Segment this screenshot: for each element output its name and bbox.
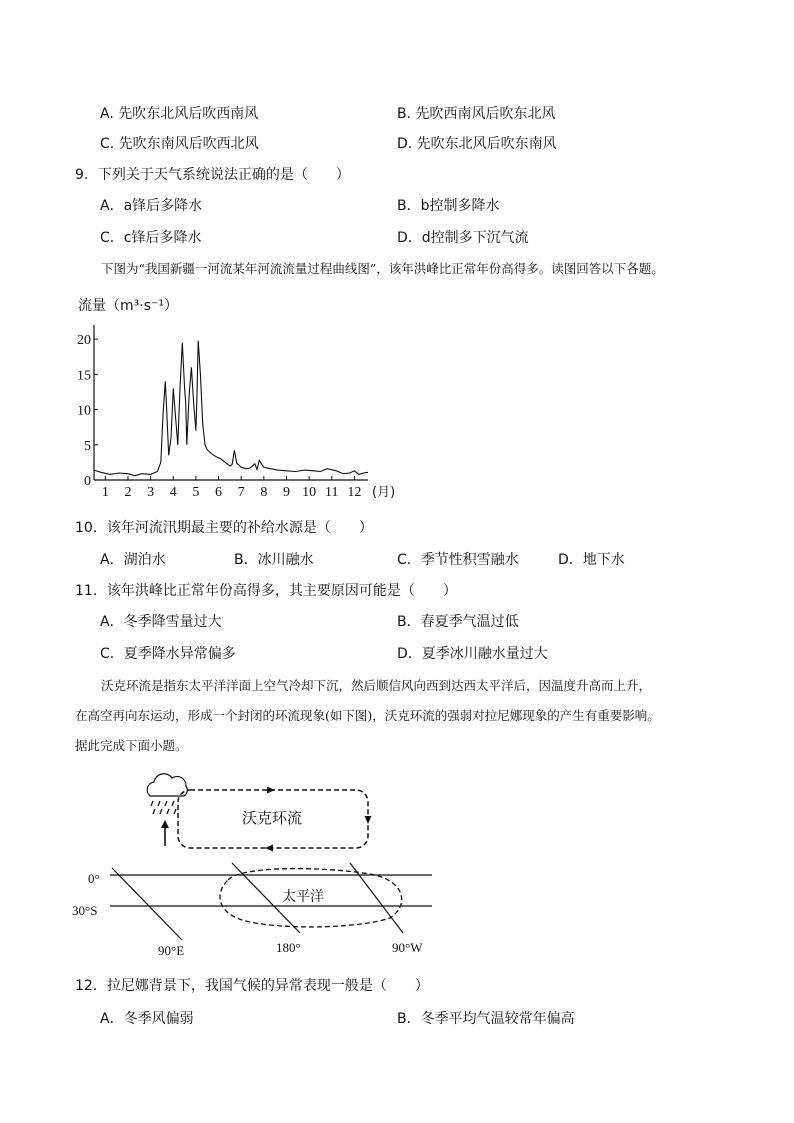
q11-option-b: B．春夏季气温过低 <box>397 614 519 630</box>
q10-option-a: A．湖泊水 <box>100 552 166 568</box>
rising-air-arrow <box>161 820 169 846</box>
lon-90w-line <box>350 863 403 933</box>
q12-stem: 12．拉尼娜背景下，我国气候的异常表现一般是（ ） <box>75 978 429 994</box>
q9-option-a: A．a锋后多降水 <box>100 198 203 214</box>
label-30s: 30°S <box>72 903 98 918</box>
x-tick-label: 5 <box>192 485 200 500</box>
q11-option-a: A．冬季降雪量过大 <box>100 614 222 630</box>
y-tick-label: 20 <box>77 333 91 349</box>
y-tick-label: 15 <box>77 368 91 384</box>
q11-option-d: D．夏季冰川融水量过大 <box>397 646 548 662</box>
x-tick-label: 11 <box>325 485 339 500</box>
q11-option-c: C．夏季降水异常偏多 <box>100 646 236 662</box>
label-180: 180° <box>276 940 301 955</box>
discharge-chart <box>70 290 490 505</box>
q10-stem: 10．该年河流汛期最主要的补给水源是（ ） <box>75 520 373 536</box>
label-90w: 90°W <box>392 940 423 955</box>
x-tick-label: 4 <box>169 485 177 500</box>
x-tick-label: 2 <box>124 485 132 500</box>
x-tick-label: 12 <box>347 485 362 500</box>
q9-option-b: B．b控制多降水 <box>397 198 500 214</box>
pacific-label: 太平洋 <box>282 889 324 905</box>
intro-walker-line3: 据此完成下面小题。 <box>75 738 188 753</box>
x-tick-label: 1 <box>101 485 109 500</box>
intro-discharge: 下图为“我国新疆一河流某年河流流量过程曲线图”，该年洪峰比正常年份高得多。读图回答以下各题。 <box>101 261 664 276</box>
q8-option-d: D. 先吹东北风后吹东南风 <box>397 136 557 152</box>
q9-option-c: C．c锋后多降水 <box>100 230 202 246</box>
q8-option-c: C. 先吹东南风后吹西北风 <box>100 136 259 152</box>
walker-label: 沃克环流 <box>242 809 303 827</box>
q8-option-b: B. 先吹西南风后吹东北风 <box>397 106 556 122</box>
q9-option-d: D．d控制多下沉气流 <box>397 230 529 246</box>
q8-option-a: A. 先吹东北风后吹西南风 <box>100 106 259 122</box>
q9-stem: 9．下列关于天气系统说法正确的是（ ） <box>75 167 350 183</box>
y-ticks <box>77 333 98 489</box>
q10-option-c: C．季节性积雪融水 <box>397 552 519 568</box>
q10-option-d: D．地下水 <box>558 552 625 568</box>
q12-option-a: A．冬季风偏弱 <box>100 1011 194 1027</box>
x-tick-label: 7 <box>237 485 245 500</box>
q12-option-b: B．冬季平均气温较常年偏高 <box>397 1011 575 1027</box>
label-equator: 0° <box>88 871 100 886</box>
q11-stem: 11．该年洪峰比正常年份高得多，其主要原因可能是（ ） <box>75 583 457 599</box>
intro-walker-line1: 沃克环流是指东太平洋洋面上空气冷却下沉，然后顺信风向西到达西太平洋后，因温度升高而上升， <box>101 678 652 693</box>
y-tick-label: 0 <box>84 474 91 489</box>
chart-ylabel: 流量（m³·s⁻¹） <box>78 298 178 314</box>
q10-option-b: B．冰川融水 <box>234 552 314 568</box>
label-90e: 90°E <box>158 943 185 958</box>
x-tick-label: 3 <box>147 485 155 500</box>
x-tick-label: 6 <box>215 485 223 500</box>
discharge-line <box>94 341 368 476</box>
x-tick-label: 9 <box>282 485 290 500</box>
x-tick-label: 8 <box>260 485 268 500</box>
walker-circulation-diagram <box>70 770 450 960</box>
x-tick-label: 10 <box>302 485 317 500</box>
lon-90e-line <box>112 868 182 940</box>
intro-walker-line2: 在高空再向东运动，形成一个封闭的环流现象(如下图)，沃克环流的强弱对拉尼娜现象的产生有重要影响。 <box>75 708 660 723</box>
y-tick-label: 10 <box>77 403 91 419</box>
y-tick-label: 5 <box>84 438 91 454</box>
chart-xlabel: (月) <box>372 485 396 500</box>
